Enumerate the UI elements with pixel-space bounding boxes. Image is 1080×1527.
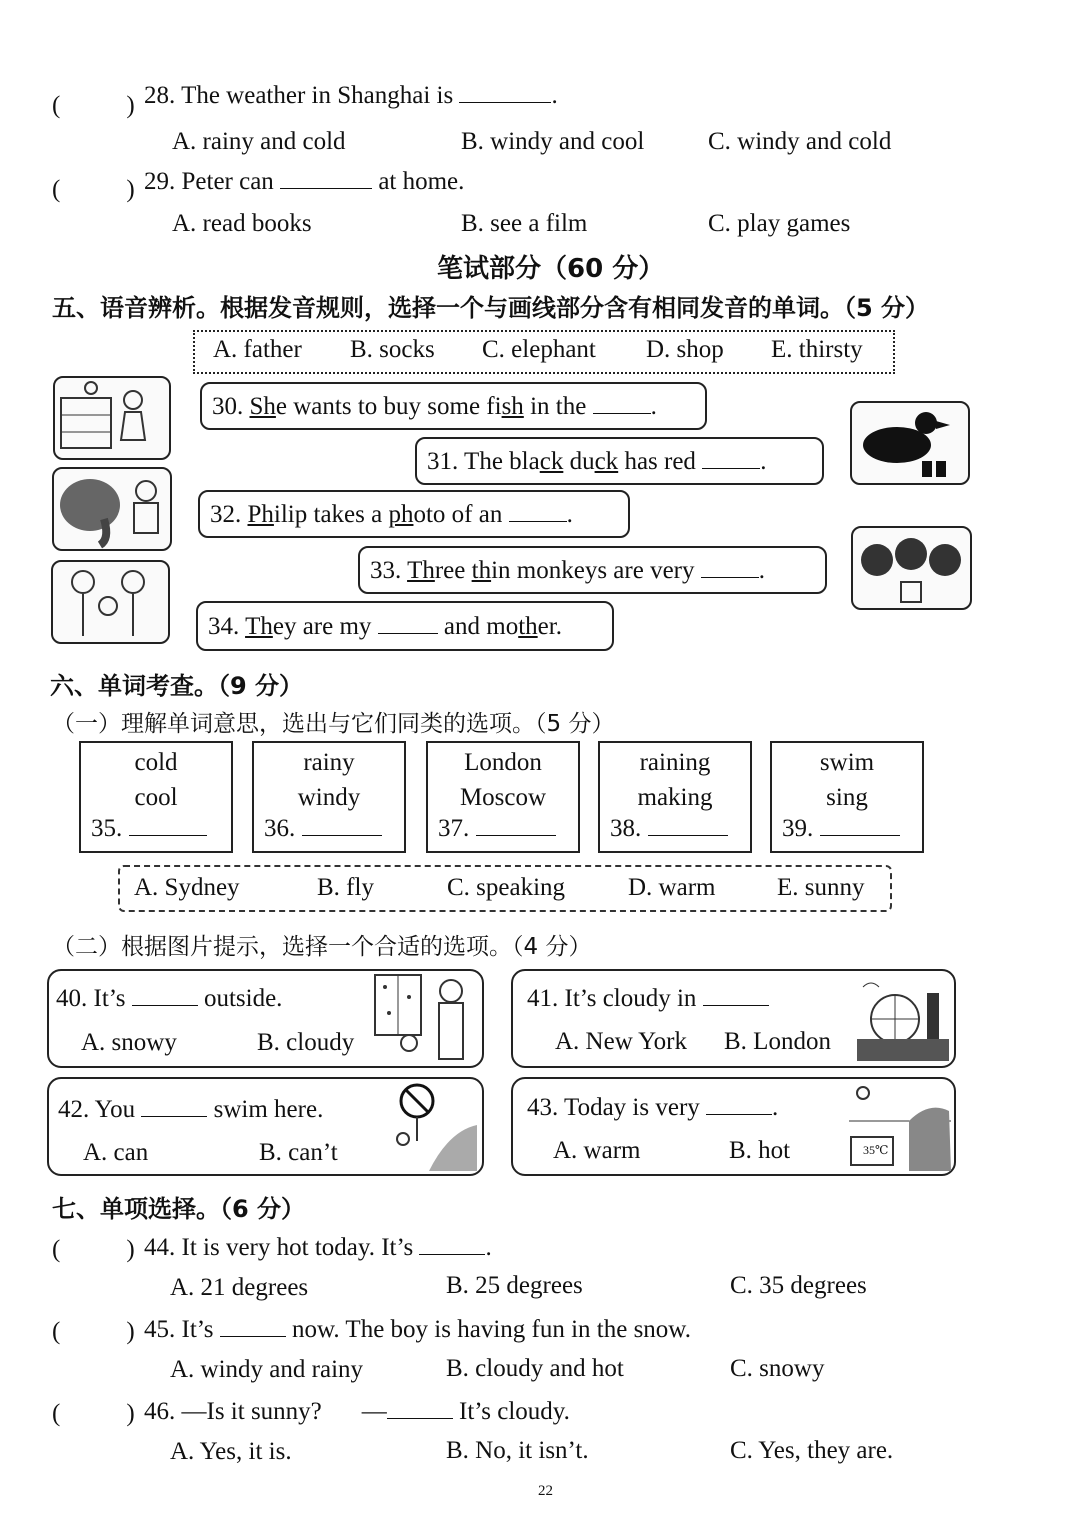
q43-option-a: A. warm	[553, 1137, 641, 1164]
s6-choice-b: B. fly	[317, 874, 374, 901]
q29-option-b: B. see a film	[461, 210, 588, 237]
family-picture	[51, 560, 170, 644]
q28-option-b: B. windy and cool	[461, 128, 645, 155]
q29-blank[interactable]	[280, 168, 372, 189]
q29-paren: ( )	[52, 176, 135, 203]
page-number: 22	[538, 1483, 553, 1499]
q45-option-a: A. windy and rainy	[170, 1356, 364, 1383]
q42-option-a: A. can	[83, 1139, 149, 1166]
q40-blank[interactable]	[132, 985, 198, 1006]
q41-option-a: A. New York	[555, 1028, 687, 1055]
s6-choice-d: D. warm	[628, 874, 716, 901]
word-group-37: London Moscow 37.	[426, 741, 580, 853]
q42-card: 42. You swim here. A. can B. can’t	[47, 1077, 484, 1176]
q29-option-a: A. read books	[172, 210, 312, 237]
q44-blank[interactable]	[419, 1234, 485, 1255]
q46-option-c: C. Yes, they are.	[730, 1437, 894, 1464]
q46-option-b: B. No, it isn’t.	[446, 1437, 589, 1464]
window-snow-picture	[371, 973, 477, 1063]
q42-option-b: B. can’t	[259, 1139, 338, 1166]
no-swimming-picture	[379, 1081, 479, 1171]
q43-option-b: B. hot	[729, 1137, 791, 1164]
word-group-35: cold cool 35.	[79, 741, 233, 853]
q45-blank[interactable]	[220, 1316, 286, 1337]
section6-sub2: （二）根据图片提示，选择一个合适的选项。（4 分）	[52, 934, 592, 960]
q37-blank[interactable]	[476, 815, 556, 836]
q41-card: 41. It’s cloudy in A. New York B. London	[511, 969, 956, 1068]
s5-choice-a: A. father	[213, 336, 302, 363]
q44-paren: ( )	[52, 1236, 135, 1263]
shop-picture	[53, 376, 171, 460]
q46-question: 46. —Is it sunny? — It’s cloudy.	[144, 1398, 570, 1425]
q32-blank[interactable]	[509, 501, 567, 522]
s5-choice-b: B. socks	[350, 336, 435, 363]
q35-blank[interactable]	[129, 815, 207, 836]
q33-bubble: 33. Three thin monkeys are very .	[358, 546, 827, 594]
q45-option-b: B. cloudy and hot	[446, 1355, 624, 1382]
q32-bubble: 32. Philip takes a photo of an .	[198, 490, 630, 538]
section7-title: 七、单项选择。（6 分）	[52, 1195, 306, 1223]
q46-blank[interactable]	[387, 1398, 453, 1419]
duck-picture	[850, 401, 970, 485]
elephant-picture	[52, 467, 172, 551]
s6-choice-a: A. Sydney	[134, 874, 240, 901]
section5-title: 五、语音辨析。根据发音规则，选择一个与画线部分含有相同发音的单词。（5 分）	[52, 294, 930, 322]
word-group-36: rainy windy 36.	[252, 741, 406, 853]
q40-option-b: B. cloudy	[257, 1029, 355, 1056]
s5-choice-c: C. elephant	[482, 336, 596, 363]
q39-blank[interactable]	[820, 815, 900, 836]
q30-blank[interactable]	[593, 393, 651, 414]
q31-bubble: 31. The black duck has red .	[415, 437, 824, 485]
q44-option-b: B. 25 degrees	[446, 1272, 583, 1299]
q34-bubble: 34. They are my and mother.	[196, 601, 614, 651]
monkeys-picture	[851, 526, 972, 610]
thermometer-label: 35℃	[863, 1143, 889, 1157]
q43-card: 43. Today is very . A. warm B. hot 35℃	[511, 1077, 956, 1176]
s5-choice-e: E. thirsty	[771, 336, 863, 363]
q45-paren: ( )	[52, 1318, 135, 1345]
q28-paren: ( )	[52, 92, 135, 119]
q28-question: 28. The weather in Shanghai is .	[144, 82, 558, 109]
q41-option-b: B. London	[724, 1028, 831, 1055]
section6-title: 六、单词考查。（9 分）	[50, 672, 304, 700]
q28-option-a: A. rainy and cold	[172, 128, 346, 155]
word-group-39: swim sing 39.	[770, 741, 924, 853]
q34-blank[interactable]	[378, 613, 438, 634]
q31-blank[interactable]	[702, 448, 760, 469]
q41-blank[interactable]	[703, 985, 769, 1006]
q33-blank[interactable]	[701, 557, 759, 578]
q30-bubble: 30. She wants to buy some fish in the .	[200, 382, 707, 430]
q45-question: 45. It’s now. The boy is having fun in the snow.	[144, 1316, 691, 1343]
s6-choice-c: C. speaking	[447, 874, 566, 901]
q28-option-c: C. windy and cold	[708, 128, 892, 155]
q44-option-c: C. 35 degrees	[730, 1272, 867, 1299]
q29-question: 29. Peter can at home.	[144, 168, 465, 195]
london-skyline-picture	[853, 973, 951, 1063]
q40-option-a: A. snowy	[81, 1029, 177, 1056]
s6-choice-e: E. sunny	[777, 874, 865, 901]
q46-option-a: A. Yes, it is.	[170, 1438, 292, 1465]
q38-blank[interactable]	[648, 815, 728, 836]
q46-paren: ( )	[52, 1400, 135, 1427]
word-group-38: raining making 38.	[598, 741, 752, 853]
q28-blank[interactable]	[459, 82, 551, 103]
q29-option-c: C. play games	[708, 210, 851, 237]
section6-sub1: （一）理解单词意思，选出与它们同类的选项。（5 分）	[52, 711, 615, 737]
q40-card: 40. It’s outside. A. snowy B. cloudy	[47, 969, 484, 1068]
written-section-title: 笔试部分（60 分）	[437, 254, 665, 284]
q43-blank[interactable]	[706, 1094, 772, 1115]
q36-blank[interactable]	[302, 815, 382, 836]
q44-question: 44. It is very hot today. It’s .	[144, 1234, 492, 1261]
s5-choice-d: D. shop	[646, 336, 724, 363]
q42-blank[interactable]	[141, 1096, 207, 1117]
q45-option-c: C. snowy	[730, 1355, 825, 1382]
q44-option-a: A. 21 degrees	[170, 1274, 309, 1301]
